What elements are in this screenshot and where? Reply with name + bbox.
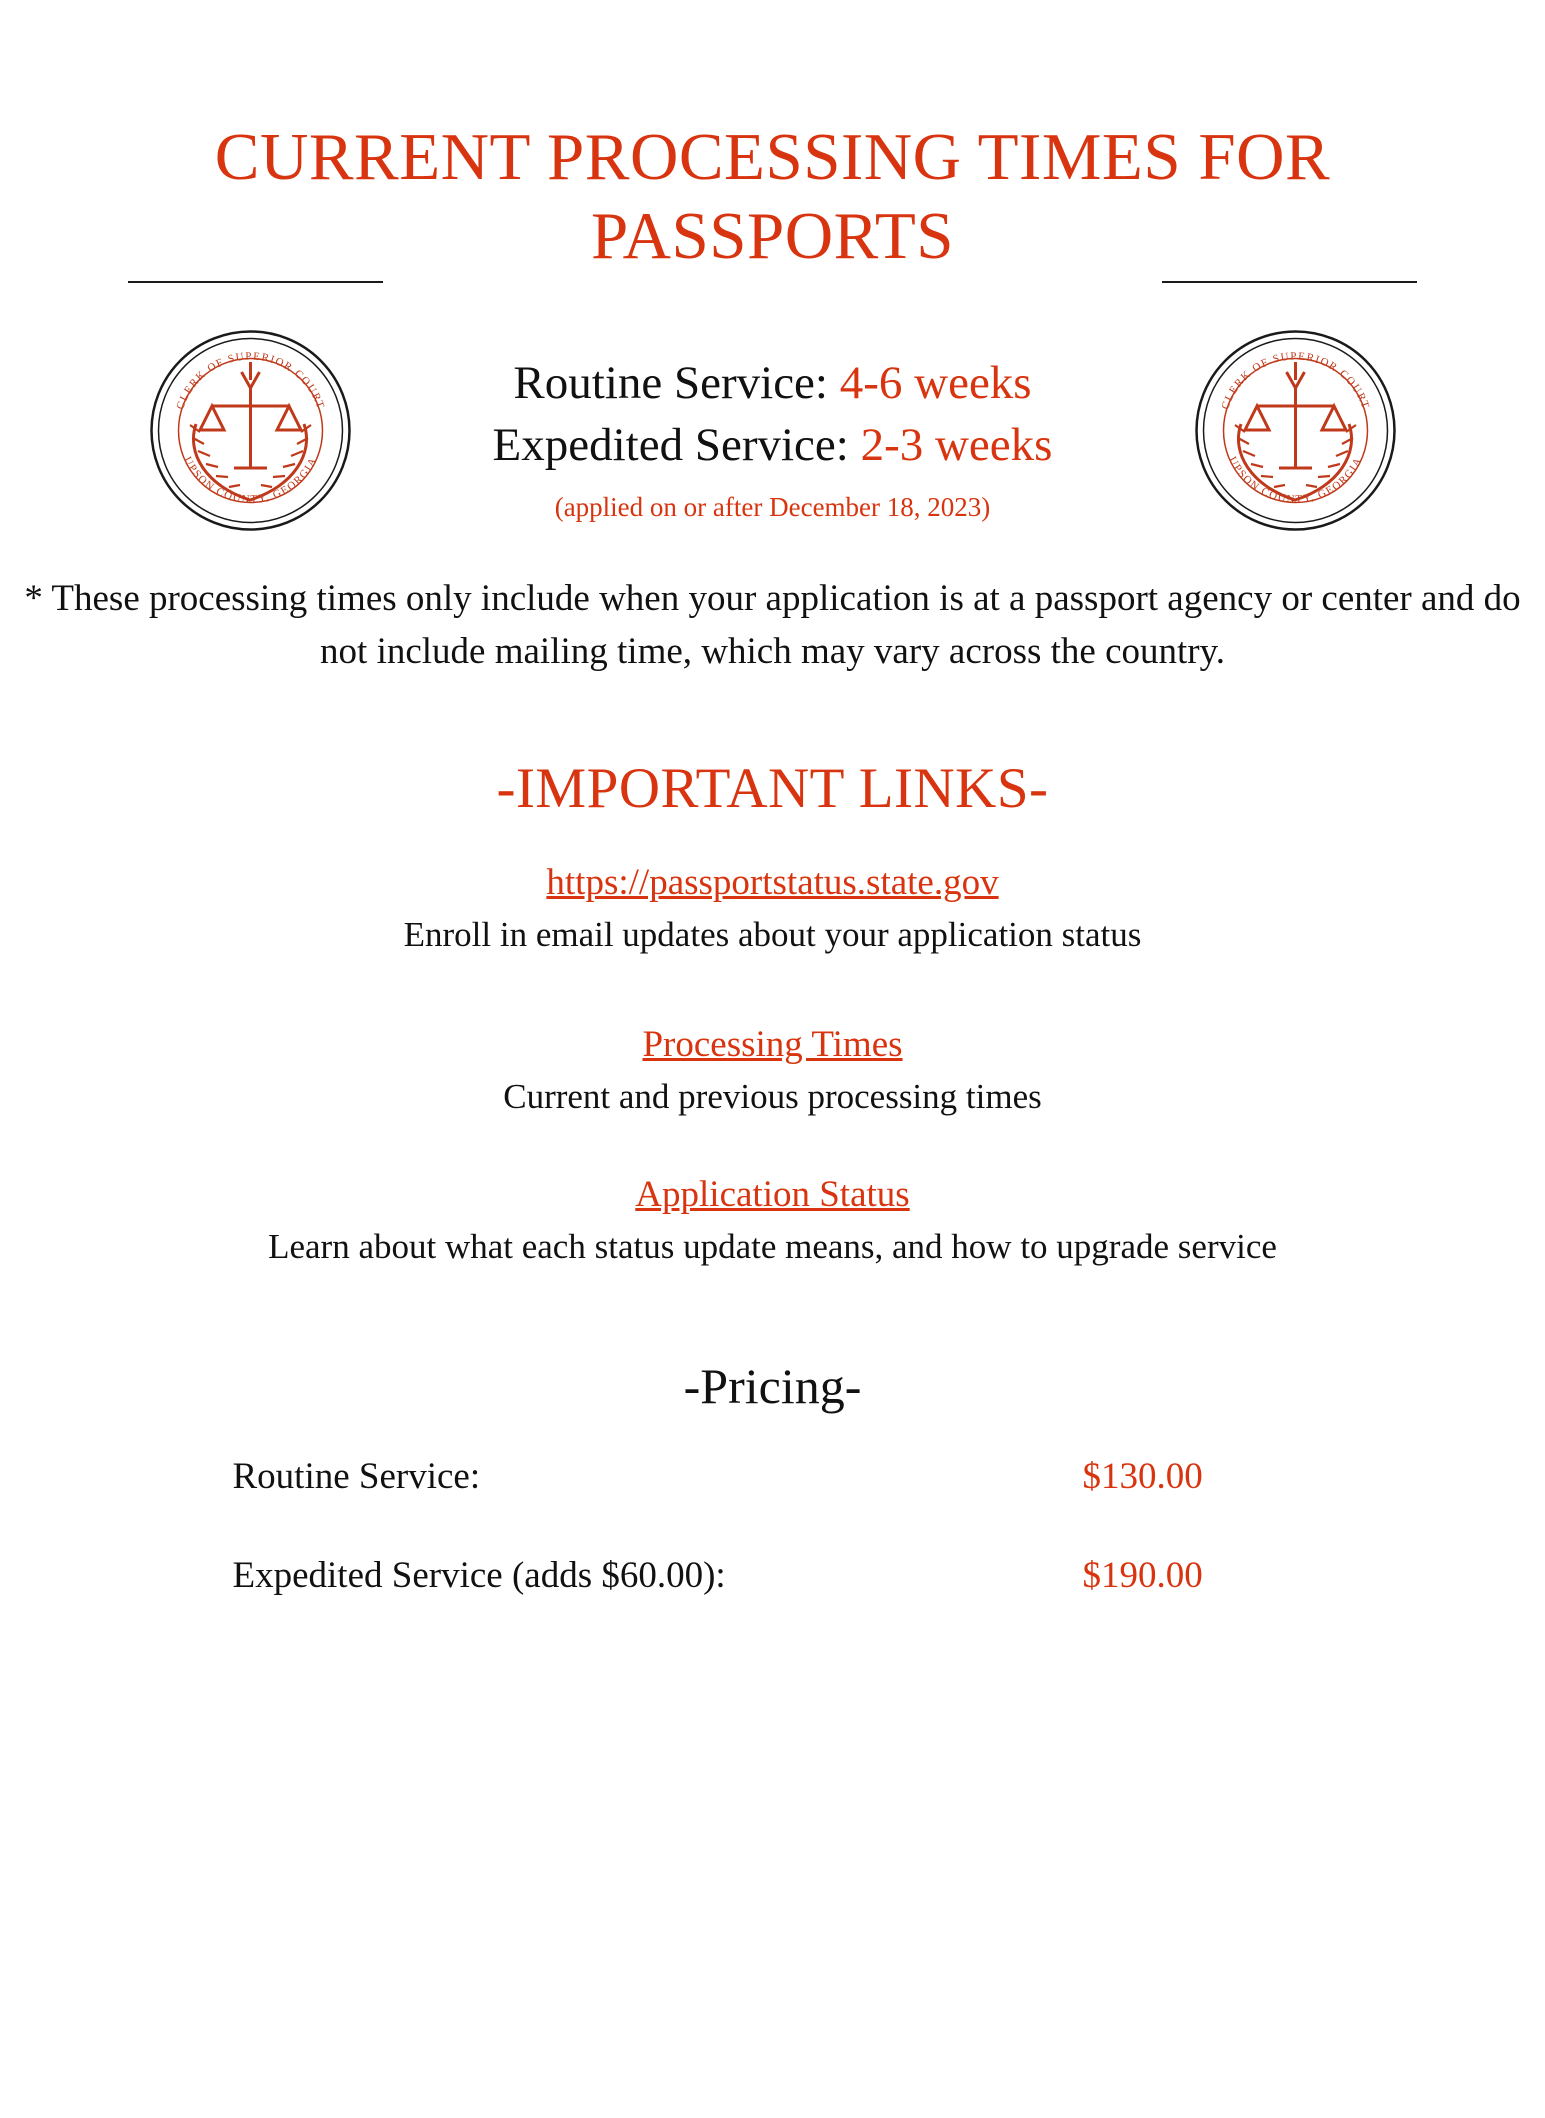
applied-date-note: (applied on or after December 18, 2023) (554, 492, 991, 523)
expedited-service-line (373, 414, 1173, 476)
processing-time-disclaimer: * These processing times only include when your application is at a passport agency or center and do not include mailing time, which may vary across the country. (24, 578, 1521, 672)
svg-text:CLERK OF SUPERIOR COURT: CLERK OF SUPERIOR COURT (1218, 350, 1372, 412)
title-rule-right (1162, 281, 1417, 283)
court-seal-left-icon (148, 328, 353, 533)
price-value-routine: $130.00 (1082, 1455, 1203, 1497)
link-description-processing-times: Current and previous processing times (503, 1077, 1042, 1117)
title-block (0, 118, 1545, 276)
price-label-routine: Routine Service: (232, 1455, 481, 1497)
link-processing-times[interactable]: Processing Times (642, 1024, 903, 1066)
table-row (233, 1455, 1313, 1498)
link-item-processing-times[interactable] (0, 1023, 1545, 1121)
price-value-expedited: $190.00 (1082, 1554, 1203, 1596)
spacer (0, 969, 1545, 1023)
link-passport-status[interactable]: https://passportstatus.state.gov (546, 862, 999, 904)
page-title: CURRENT PROCESSING TIMES FOR PASSPORTS (214, 120, 1331, 274)
service-row (0, 328, 1545, 533)
table-row (233, 1554, 1313, 1597)
link-application-status[interactable]: Application Status (635, 1173, 910, 1215)
link-description-application-status: Learn about what each status update means, and how to upgrade service (268, 1226, 1277, 1266)
pricing-table (233, 1455, 1313, 1597)
service-times (373, 328, 1173, 523)
important-links-list (0, 861, 1545, 1271)
flyer-page (0, 118, 1545, 2118)
link-item-application-status[interactable] (0, 1173, 1545, 1271)
svg-text:UPSON COUNTY, GEORGIA: UPSON COUNTY, GEORGIA (1225, 454, 1365, 506)
spacer (0, 1131, 1545, 1173)
court-seal-right-icon (1193, 328, 1398, 533)
routine-service-label: Routine Service: (513, 357, 840, 410)
important-links-heading: -IMPORTANT LINKS- (496, 757, 1049, 821)
link-item-passport-status[interactable] (0, 861, 1545, 959)
svg-text:CLERK OF SUPERIOR COURT: CLERK OF SUPERIOR COURT (173, 350, 327, 412)
link-description-passport-status: Enroll in email updates about your application status (403, 915, 1142, 955)
expedited-service-value: 2-3 weeks (860, 419, 1053, 472)
expedited-service-label: Expedited Service: (492, 419, 861, 472)
pricing-heading: -Pricing- (683, 1357, 862, 1414)
routine-service-line (373, 352, 1173, 414)
routine-service-value: 4-6 weeks (839, 357, 1032, 410)
title-rule-left (128, 281, 383, 283)
price-label-expedited: Expedited Service (adds $60.00): (232, 1554, 726, 1596)
svg-text:UPSON COUNTY, GEORGIA: UPSON COUNTY, GEORGIA (180, 454, 320, 506)
